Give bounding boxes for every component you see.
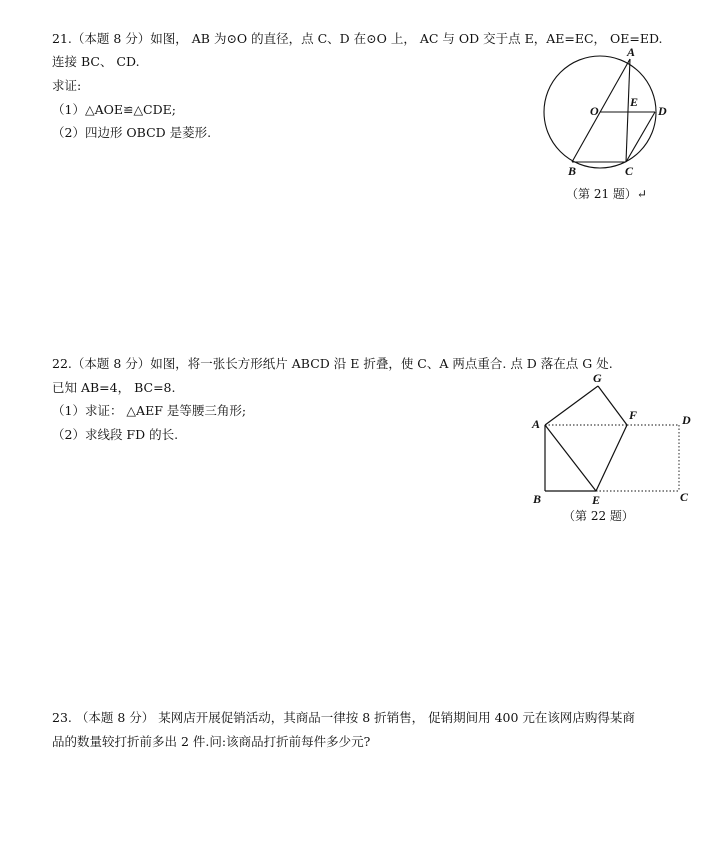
label-e: E — [592, 493, 601, 507]
segment-ac — [626, 59, 630, 162]
label-c: C — [625, 164, 634, 178]
problem-22-line2: 已知 AB=4， BC=8. — [52, 380, 176, 395]
label-d: D — [682, 413, 691, 427]
problem-22-part-2: （2）求线段 FD 的长. — [52, 427, 179, 442]
segment-ae — [545, 425, 596, 491]
problem-21-line2: 连接 BC、 CD. — [52, 54, 140, 69]
label-o: O — [590, 104, 599, 118]
segment-ab — [572, 59, 630, 162]
label-b: B — [568, 164, 577, 178]
label-e: E — [630, 95, 639, 109]
problem-21-part-1: （1）△AOE≌△CDE; — [52, 102, 176, 117]
segment-ef — [596, 425, 627, 491]
label-d: D — [658, 104, 667, 118]
figure-22-caption: （第 22 题） — [563, 509, 634, 523]
figure-21-circle-diagram — [540, 45, 690, 183]
label-a: A — [627, 45, 636, 59]
figure-22-fold-diagram — [525, 368, 700, 511]
problem-22-header: 22.（本题 8 分）如图，将一张长方形纸片 ABCD 沿 E 折叠，使 C、A 两点重合. 点 D 落在点 G 处. — [52, 356, 613, 371]
problem-22-part-1: （1）求证： △AEF 是等腰三角形; — [52, 403, 247, 418]
figure-21-caption: （第 21 题）↵ — [566, 187, 647, 201]
problem-21-header: 21.（本题 8 分）如图， AB 为⊙O 的直径，点 C、D 在⊙O 上， AC 与 OD 交于点 E，AE=EC， OE=ED. — [52, 31, 663, 46]
segment-gf — [598, 386, 627, 425]
label-c: C — [680, 490, 689, 504]
problem-23-line2: 品的数量较打折前多出 2 件.问:该商品打折前每件多少元? — [52, 734, 371, 749]
label-g: G — [593, 371, 602, 385]
label-f: F — [629, 408, 638, 422]
problem-21-prove-label: 求证: — [52, 78, 82, 93]
problem-23-header: 23. （本题 8 分） 某网店开展促销活动，其商品一律按 8 折销售， 促销期间用 400 元在该网店购得某商 — [52, 710, 635, 725]
label-b: B — [533, 492, 542, 506]
label-a: A — [532, 417, 541, 431]
problem-21-part-2: （2）四边形 OBCD 是菱形. — [52, 125, 212, 140]
segment-ag — [545, 386, 598, 425]
